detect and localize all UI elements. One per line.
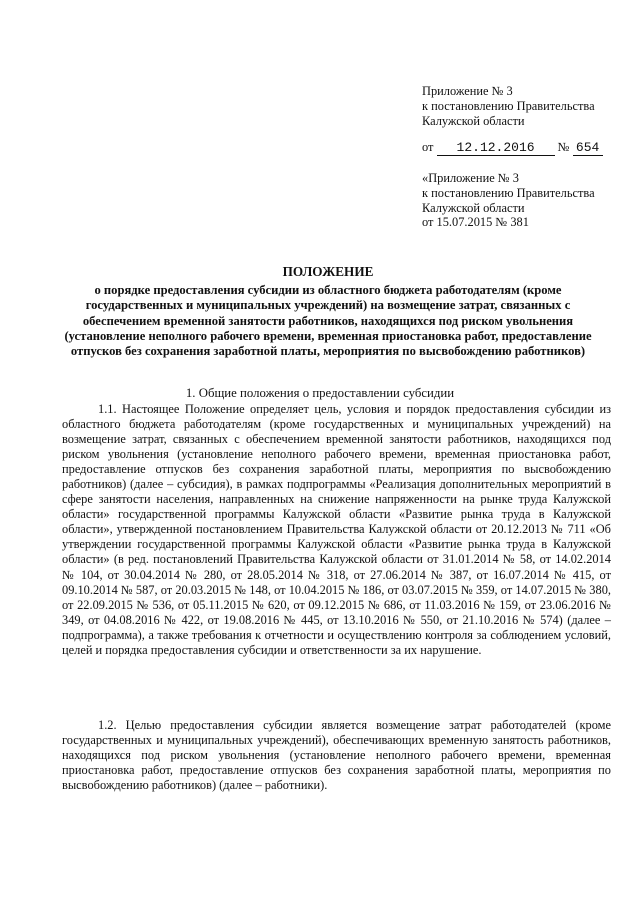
appendix-header bbox=[422, 84, 622, 128]
prev-line-2: к постановлению Правительства bbox=[422, 185, 595, 200]
from-label: от bbox=[422, 140, 434, 154]
decree-date-number bbox=[422, 140, 632, 156]
paragraph-1-2 bbox=[62, 718, 611, 793]
paragraph-text: 1.2. Целью предоставления субсидии является возмещение затрат работодателей (кроме государственных и муниципальных учреждений), обеспечивающих временную занятость работников, находящихся под риском увольнения (установление неполного рабочего времени, временная приостановка работ, предоставление отпусков без сохранения заработной платы, мероприятия по высвобождению работников) (далее – работники). bbox=[62, 718, 611, 793]
appendix-line-3: Калужской области bbox=[422, 113, 525, 128]
decree-date: 12.12.2016 bbox=[437, 141, 555, 156]
paragraph-text: 1.1. Настоящее Положение определяет цель, условия и порядок предоставления субсидии из областного бюджета работодателям (кроме государственных и муниципальных учреждений) на возмещение затрат, связанных с обеспечением временной занятости работников, находящихся под риском увольнения (установление неполного рабочего времени, временная приостановка работ, предоставление отпусков без сохранения заработной платы, мероприятия по высвобождению работников) (далее – субсидия), в рамках подпрограммы «Реализация дополнительных мероприятий в сфере занятости населения, направленных на снижение напряженности на рынке труда Калужской области» государственной программы Калужской области «Развитие рынка труда в Калужской области», утвержденной постановлением Правительства Калужской области от 20.12.2013 № 711 «Об утверждении государственной программы Калужской области «Развитие рынка труда в Калужской области» (в ред. постановлений Правительства Калужской области от 31.01.2014 № 58, от 14.02.2014 № 104, от 30.04.2014 № 280, от 28.05.2014 № 318, от 27.06.2014 № 387, от 16.07.2014 № 415, от 09.10.2014 № 587, от 20.03.2015 № 148, от 10.04.2015 № 186, от 03.07.2015 № 359, от 14.07.2015 № 380, от 22.09.2015 № 536, от 05.11.2015 № 620, от 09.12.2015 № 686, от 11.03.2016 № 159, от 23.06.2016 № 349, от 04.08.2016 № 422, от 19.08.2016 № 445, от 13.10.2016 № 550, от 21.10.2016 № 574) (далее – подпрограмма), а также требования к отчетности и осуществлению контроля за соблюдением условий, целей и порядка предоставления субсидии и ответственности за их нарушение. bbox=[62, 402, 611, 657]
prev-line-4: от 15.07.2015 № 381 bbox=[422, 215, 529, 230]
previous-appendix-reference bbox=[422, 171, 622, 230]
prev-line-1: «Приложение № 3 bbox=[422, 171, 519, 185]
document-title: ПОЛОЖЕНИЕ bbox=[282, 264, 374, 279]
number-label: № bbox=[557, 140, 570, 154]
decree-number: 654 bbox=[573, 141, 603, 156]
appendix-line-1: Приложение № 3 bbox=[422, 84, 513, 98]
paragraph-1-1 bbox=[62, 402, 611, 658]
section-heading: 1. Общие положения о предоставлении субсидии bbox=[185, 386, 455, 400]
document-subtitle: о порядке предоставления субсидии из областного бюджета работодателям (кроме государственных и муниципальных учреждений) на возмещение затрат, связанных с обеспечением временной занятости работников, находящихся под риском увольнения (установление неполного рабочего времени, временная приостановка работ, предоставление отпусков без сохранения заработной платы, мероприятия по высвобождению работников) bbox=[64, 283, 592, 359]
prev-line-3: Калужской области bbox=[422, 200, 525, 215]
document-title-block bbox=[58, 264, 598, 359]
appendix-line-2: к постановлению Правительства bbox=[422, 98, 595, 113]
